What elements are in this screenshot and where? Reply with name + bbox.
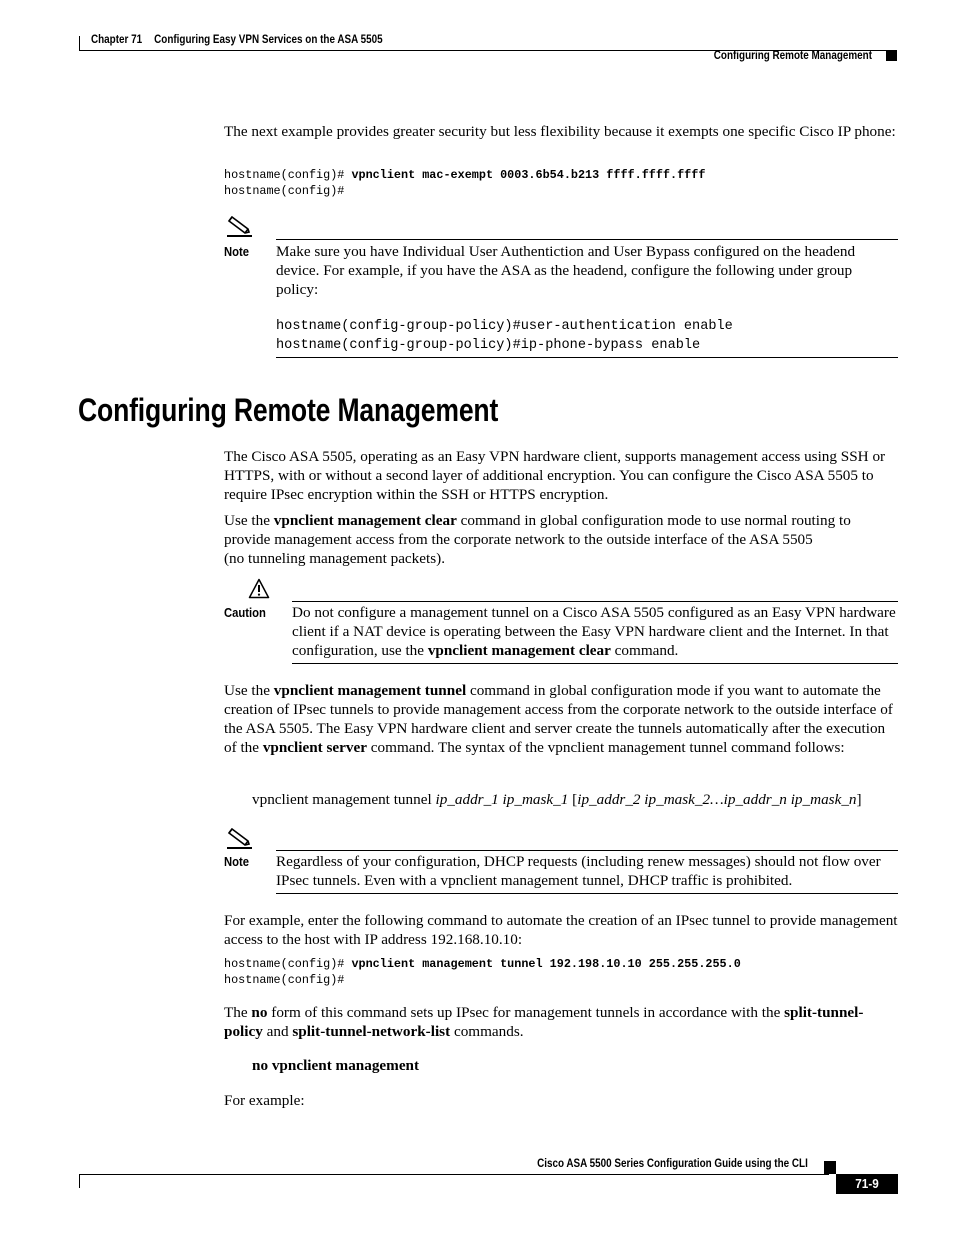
intro-code-line-1 [224, 167, 705, 184]
note-label: Note [224, 244, 250, 259]
text-run: (no tunneling management packets). [224, 550, 445, 567]
command-name: vpnclient management clear [273, 512, 457, 529]
footer-rule [79, 1174, 829, 1175]
note-bottom-rule [276, 893, 898, 894]
code-prompt: hostname(config)# [224, 168, 352, 182]
header-marker [886, 50, 897, 61]
page-number-box [836, 1174, 898, 1194]
syntax-argument: ip_addr_1 ip_mask_1 [435, 791, 569, 808]
note-text: Regardless of your configuration, DHCP requests (including renew messages) should not flow over IPsec tunnels. Even with a vpnclient management tunnel, DHCP traffic is prohibited. [276, 853, 881, 889]
text-run: and [262, 1023, 293, 1040]
footer-marker [824, 1161, 836, 1174]
note-top-rule [276, 239, 898, 240]
header-section-title: Configuring Remote Management [713, 50, 872, 62]
syntax-bracket: ] [856, 791, 862, 808]
text-run: command in global configuration mode if you want to automate the creation of IPsec tunnels to provide management access from the corporate network to the outside interface of the ASA 5505. The Easy VPN hardware client and server create the tunnels automatically after the execution of the [224, 682, 893, 756]
text-run: commands. [450, 1023, 524, 1040]
header-chapter [91, 34, 383, 46]
pencil-icon [226, 828, 254, 850]
command-syntax [252, 790, 862, 809]
code-command: vpnclient mac-exempt 0003.6b54.b213 ffff.ffff.ffff [351, 168, 706, 182]
note-code-line-1: hostname(config-group-policy)#user-authentication enable [276, 319, 733, 334]
text-run: command in global configuration mode to use normal routing to provide management access from the corporate network to the outside interface of the ASA 5505 [224, 512, 851, 548]
warning-triangle-icon [248, 578, 270, 599]
text-run: Do not configure a management tunnel on a Cisco ASA 5505 configured as an Easy VPN hardware client if a NAT device is operating between the Easy VPN hardware client and the Internet. In that configuration, use the [292, 604, 896, 659]
code-prompt: hostname(config)# [224, 957, 352, 971]
text-run: The [224, 1004, 252, 1021]
text-run: command. The syntax of the vpnclient management tunnel command follows: [367, 739, 845, 756]
syntax-bracket: [ [568, 791, 578, 808]
pencil-icon [226, 216, 254, 238]
command-name: vpnclient server [262, 739, 367, 756]
text-run: form of this command sets up IPsec for management tunnels in accordance with the [267, 1004, 785, 1021]
caution-label: Caution [224, 605, 266, 620]
syntax-keyword: vpnclient management tunnel [252, 791, 436, 808]
chapter-title: Configuring Easy VPN Services on the ASA 5505 [154, 34, 383, 46]
caution-text [292, 603, 898, 660]
command-name: split-tunnel-network-list [292, 1023, 451, 1040]
section-heading: Configuring Remote Management [78, 392, 499, 428]
intro-code-line-2: hostname(config)# [224, 184, 345, 198]
keyword: no [251, 1004, 268, 1021]
text-run: command. [610, 642, 679, 659]
syntax-argument: ip_addr_2 ip_mask_2…ip_addr_n ip_mask_n [577, 791, 857, 808]
example-code-line-2: hostname(config)# [224, 973, 345, 987]
section-paragraph-1: The Cisco ASA 5505, operating as an Easy VPN hardware client, supports management access using SSH or HTTPS, with or without a second layer of additional encryption. You can configure the Cisco ASA 5505 to require IPsec encryption within the SSH or HTTPS encryption. [224, 448, 886, 503]
note-code-line-2: hostname(config-group-policy)#ip-phone-bypass enable [276, 338, 701, 353]
for-example-text: For example: [224, 1092, 305, 1109]
intro-paragraph: The next example provides greater security but less flexibility because it exempts one specific Cisco IP phone: [224, 123, 896, 140]
no-form-paragraph [224, 1003, 899, 1041]
caution-bottom-rule [292, 663, 898, 664]
tunnel-paragraph [224, 681, 899, 757]
note-bottom-rule [276, 357, 898, 358]
example-paragraph: For example, enter the following command to automate the creation of an IPsec tunnel to provide management access to the host with IP address 192.168.10.10: [224, 912, 898, 948]
section-paragraph-2 [224, 511, 899, 568]
footer-guide-title: Cisco ASA 5500 Series Configuration Guide using the CLI [537, 1158, 808, 1170]
chapter-number: Chapter 71 [91, 34, 143, 46]
example-code-line-1 [224, 956, 741, 973]
header-vertical-rule [79, 36, 80, 51]
text-run: Use the [224, 512, 274, 529]
text-run: Use the [224, 682, 274, 699]
command-name: vpnclient management tunnel [273, 682, 467, 699]
note-top-rule [276, 850, 898, 851]
code-command: vpnclient management tunnel 192.198.10.10 255.255.255.0 [351, 957, 741, 971]
note-text: Make sure you have Individual User Authentiction and User Bypass configured on the headend device. For example, if you have the ASA as the headend, configure the following under group policy: [276, 243, 856, 298]
footer-vertical-rule [79, 1174, 80, 1188]
command-name: vpnclient management clear [427, 642, 611, 659]
note-label: Note [224, 854, 250, 869]
command-name: split-tunnel-policy [224, 1004, 864, 1040]
page-number: 71-9 [855, 1176, 879, 1191]
caution-top-rule [292, 601, 898, 602]
no-command-syntax: no vpnclient management [252, 1057, 420, 1074]
